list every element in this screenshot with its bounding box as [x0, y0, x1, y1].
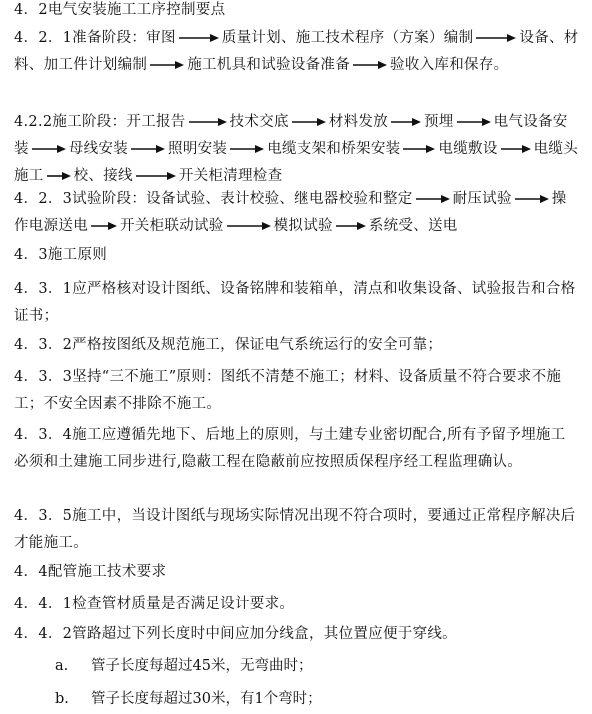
paragraph-4-2-3: [14, 186, 580, 240]
arrow-right-icon: [336, 221, 366, 231]
section-heading-4-4: 4．4配管施工技术要求: [14, 564, 167, 580]
arrow-right-icon: [476, 33, 516, 43]
step-text: 开关柜联动试验: [120, 218, 224, 234]
arrow-right-icon: [47, 171, 71, 181]
arrow-right-icon: [515, 194, 549, 204]
step-text: 电缆头施工: [14, 141, 579, 184]
arrow-right-icon: [416, 194, 450, 204]
arrow-right-icon: [501, 144, 531, 154]
step-text: 模拟试验: [273, 218, 333, 234]
arrow-right-icon: [391, 117, 421, 127]
step-text: 校、接线: [73, 168, 133, 184]
step-text: 操作电源送电: [14, 191, 567, 234]
list-item-text: 管子长度每超过45米，无弯曲时；: [91, 658, 313, 674]
step-text: 母线安装: [68, 141, 129, 157]
section-heading-4-2: 4．2电气安装施工工序控制要点: [14, 2, 226, 18]
step-text: 预埋: [424, 114, 454, 130]
paragraph-4-3-5: 4．3．5施工中，当设计图纸与现场实际情况出现不符合项时，要通过正常程序解决后才能施工。: [14, 508, 576, 551]
step-text: 验收入库和保存。: [390, 57, 509, 73]
paragraph-4-3-2: 4．3．2严格按图纸及规范施工，保证电气系统运行的安全可靠；: [14, 337, 443, 353]
step-text: 开关柜清理检查: [178, 168, 283, 184]
step-text: 电缆支架和桥架安装: [267, 141, 401, 157]
step-text: 电缆敷设: [438, 141, 498, 157]
arrow-right-icon: [292, 117, 326, 127]
arrow-right-icon: [457, 117, 491, 127]
step-text: 技术交底: [229, 114, 289, 130]
step-text: 材料发放: [328, 114, 388, 130]
paragraph-4-3-1: 4．3．1应严格核对设计图纸、设备铭牌和装箱单，清点和收集设备、试验报告和合格证书；: [14, 281, 576, 324]
step-text: 系统受、送电: [368, 218, 458, 234]
arrow-right-icon: [32, 144, 66, 154]
arrow-right-icon: [227, 221, 271, 231]
paragraph-4-2-2: [14, 109, 580, 190]
arrow-right-icon: [353, 60, 387, 70]
arrow-right-icon: [403, 144, 435, 154]
step-text: 照明安装: [168, 141, 228, 157]
paragraph-4-3-3: 4．3．3坚持“三不施工”原则：图纸不清楚不施工；材料、设备质量不符合要求不施工；不安全因素不排除不施工。: [14, 369, 562, 412]
arrow-right-icon: [150, 60, 184, 70]
arrow-right-icon: [179, 33, 219, 43]
paragraph-4-3-4: 4．3．4施工应遵循先地下、后地上的原则，与土建专业密切配合,所有予留予埋施工必须和土建施工同步进行,隐蔽工程在隐蔽前应按照质保程序经工程监理确认。: [14, 427, 566, 470]
paragraph-4-2-1: [14, 25, 580, 79]
arrow-right-icon: [131, 144, 165, 154]
section-heading-4-3: 4．3施工原则: [14, 247, 108, 263]
step-text: 施工机具和试验设备准备: [187, 57, 351, 73]
step-text: 质量计划、施工技术程序（方案）编制: [221, 30, 474, 46]
list-item: [55, 653, 312, 680]
step-text: 4．2．1准备阶段：审图: [14, 30, 176, 46]
list-item: [55, 686, 322, 713]
arrow-right-icon: [91, 221, 117, 231]
arrow-right-icon: [136, 171, 176, 181]
paragraph-4-4-1: 4．4．1检查管材质量是否满足设计要求。: [14, 596, 295, 612]
list-marker: b.: [55, 691, 69, 707]
arrow-right-icon: [189, 117, 227, 127]
paragraph-4-4-2: 4．4．2管路超过下列长度时中间应加分线盒，其位置应便于穿线。: [14, 626, 457, 642]
step-text: 设备、材料、加工件计划编制: [14, 30, 579, 73]
list-marker: a.: [55, 658, 69, 674]
step-text: 耐压试验: [452, 191, 512, 207]
arrow-right-icon: [230, 144, 264, 154]
step-text: 电气设备安装: [14, 114, 568, 157]
step-text: 4．2．3试验阶段：设备试验、表计校验、继电器校验和整定: [14, 191, 413, 207]
list-item-text: 管子长度每超过30米，有1个弯时；: [91, 691, 322, 707]
step-text: 4.2.2施工阶段：开工报告: [14, 114, 186, 130]
